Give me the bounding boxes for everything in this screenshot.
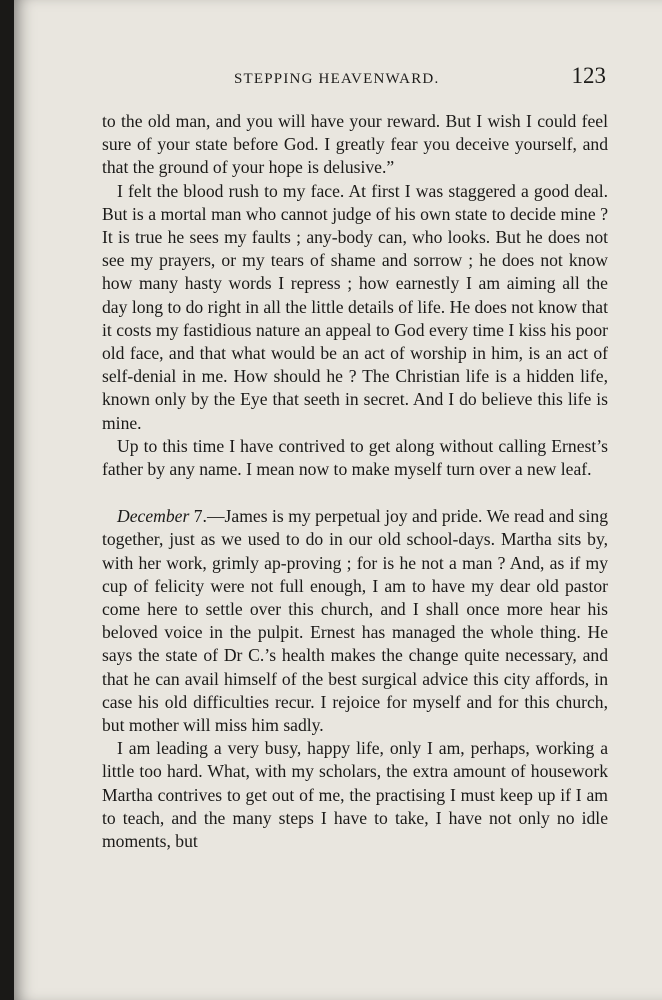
running-title: STEPPING HEAVENWARD. xyxy=(234,71,440,87)
paragraph-4: 7.—James is my perpetual joy and pride. We read and sing together, just as we used to do in our old school-days. Martha sits by, with her work, grimly ap-proving ; for is he not a man ? And, as if my cup of felicity were not full enough, I am to have my dear old pastor come here to settle over this church, and I shall once more hear his beloved voice in the pulpit. Ernest has managed the whole thing. He says the state of Dr C.’s health makes the change quite necessary, and that he can avail himself of the best surgical advice this city affords, in case his old difficulties recur. I rejoice for myself and for this church, but mother will miss him sadly. xyxy=(102,506,608,736)
page-number: 123 xyxy=(571,63,606,88)
paragraph-5: I am leading a very busy, happy life, only I am, perhaps, working a little too hard. What, with my scholars, the extra amount of housework Martha contrives to get out of me, the practising I must keep up if I am to teach, and the many steps I have to take, I have not only no idle moments, but xyxy=(102,738,608,852)
paragraph-2: I felt the blood rush to my face. At first I was staggered a good deal. But is a mortal man who cannot judge of his own state to decide mine ? It is true he sees my faults ; any-body can, who looks. But he does not see my prayers, or my tears of shame and sorrow ; he does not know how many hasty words I repress ; how earnestly I am aiming all the day long to do right in all the little details of life. He does not know that it costs my fastidious nature an appeal to God every time I kiss his poor old face, and that what would be an act of worship in him, is an act of self-denial in me. How should he ? The Christian life is a hidden life, known only by the Eye that seeth in secret. And I do believe this life is mine. xyxy=(102,180,608,433)
paragraph-3: Up to this time I have contrived to get along without calling Ernest’s father by any name. I mean now to make myself turn over a new leaf. xyxy=(102,435,608,480)
diary-entry-paragraph xyxy=(102,505,608,737)
entry-date: December xyxy=(117,506,190,527)
paragraph-1: to the old man, and you will have your reward. But I wish I could feel sure of your state before God. I greatly fear you deceive yourself, and that the ground of your hope is delusive.” xyxy=(102,111,608,178)
book-page xyxy=(14,0,662,1000)
running-head xyxy=(104,63,610,93)
body-text xyxy=(102,110,608,853)
